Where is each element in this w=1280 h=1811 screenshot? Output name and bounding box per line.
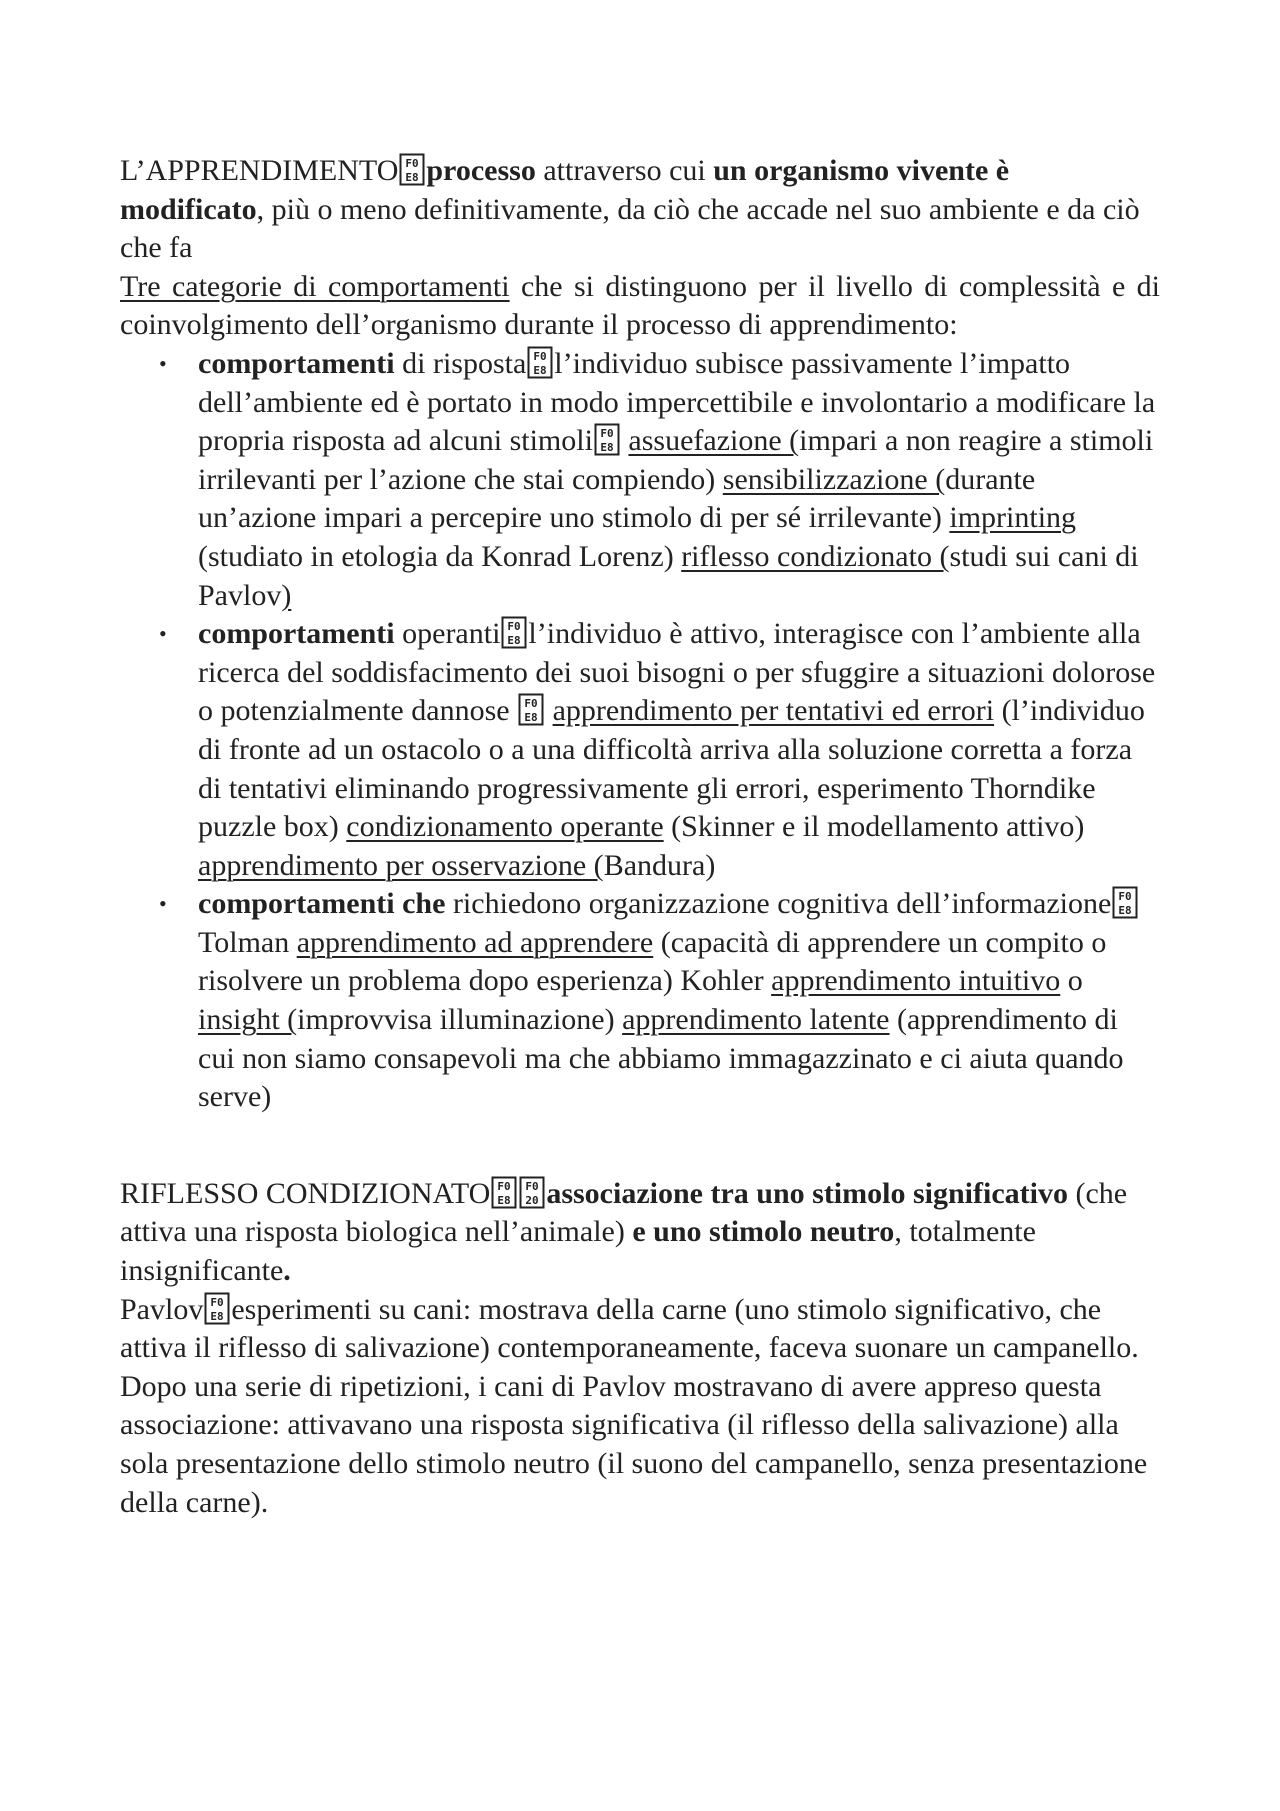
- document-page: [120, 152, 1160, 1522]
- svg-text:20: 20: [525, 1193, 539, 1207]
- svg-text:F0: F0: [507, 620, 522, 634]
- svg-text:E8: E8: [1118, 904, 1132, 918]
- heading-riflesso: RIFLESSO CONDIZIONATO: [120, 1176, 491, 1210]
- bullet-icon: •: [159, 621, 167, 647]
- svg-text:E8: E8: [507, 634, 522, 648]
- missing-character-box-icon: [491, 1176, 517, 1209]
- missing-character-box-icon: [1112, 886, 1138, 919]
- svg-text:E8: E8: [210, 1309, 224, 1323]
- missing-character-box-icon: [501, 616, 527, 649]
- svg-text:F0: F0: [210, 1295, 224, 1309]
- definition-paragraph: L’APPRENDIMENTO F0 E8 processo attraverso cui un organismo vivente è modificato, più o meno definitivamente, da ciò che accade nel suo ambiente e da ciò che fa: [120, 154, 1140, 265]
- missing-character-box-icon: [491, 1176, 517, 1209]
- list-item: • comportamenti operanti F0 E8 l’individuo è attivo, interagisce con l’ambiente alla ricerca del soddisfacimento dei suoi bisogni o per sfuggire a situazioni dolorose o potenzialmente dannose F0 E8 apprendimento per tentativi ed errori (l’individuo di fronte ad un ostacolo o a una difficoltà arriva alla soluzione corretta a forza di tentativi eliminando progressivamente gli errori, esperimento Thorndike puzzle box) condizionamento operante (Skinner e il modellamento attivo) apprendimento per osservazione (Bandura): [159, 617, 1156, 882]
- missing-character-box-icon: [518, 693, 544, 726]
- bullet-icon: •: [159, 350, 167, 376]
- svg-text:E8: E8: [524, 711, 538, 725]
- missing-character-box-icon: [594, 423, 620, 456]
- missing-character-box-icon: [519, 1176, 545, 1209]
- svg-text:F0: F0: [497, 1179, 511, 1193]
- riflesso-paragraph: RIFLESSO CONDIZIONATO F0 E8 F0 20 associazione tra uno stimolo significativo (che attiva una risposta biologica nell’animale) e uno stimolo neutro, totalmente insignificante.: [120, 1176, 1128, 1288]
- list-item: • comportamenti di risposta F0 E8 l’individuo subisce passivamente l’impatto dell’ambiente ed è portato in modo impercettibile e involontario a modificare la propria risposta ad alcuni stimoli F0 E8 assuefazione (impari a non reagire a stimoli irrilevanti per l’azione che stai compiendo) sensibilizzazione (durante un’azione impari a percepire uno stimolo di per sé irrilevante) imprinting (studiato in etologia da Konrad Lorenz) riflesso condizionato (studi sui cani di Pavlov): [159, 346, 1156, 612]
- missing-character-box-icon: [399, 153, 425, 186]
- missing-character-box-icon: [204, 1292, 230, 1325]
- svg-text:F0: F0: [1118, 890, 1132, 904]
- missing-character-box-icon: [204, 1292, 230, 1325]
- missing-character-box-icon: [519, 1176, 545, 1209]
- section-spacer: [120, 1117, 1160, 1175]
- svg-text:E8: E8: [533, 363, 547, 377]
- svg-text:E8: E8: [600, 441, 614, 455]
- svg-text:F0: F0: [524, 697, 538, 711]
- missing-character-box-icon: [518, 693, 544, 726]
- svg-text:F0: F0: [600, 427, 614, 441]
- svg-text:F0: F0: [533, 349, 547, 363]
- missing-character-box-icon: [399, 153, 425, 186]
- missing-character-box-icon: [527, 346, 553, 379]
- svg-text:E8: E8: [405, 171, 419, 184]
- svg-text:F0: F0: [405, 157, 419, 170]
- bullet-icon: •: [159, 891, 167, 917]
- missing-character-box-icon: [501, 616, 527, 649]
- missing-character-box-icon: [594, 423, 620, 456]
- heading-apprendimento: L’APPRENDIMENTO: [120, 154, 399, 187]
- missing-character-box-icon: [1112, 886, 1138, 919]
- missing-character-box-icon: [527, 346, 553, 379]
- list-item: • comportamenti che richiedono organizzazione cognitiva dell’informazione F0 E8 Tolman apprendimento ad apprendere (capacità di apprendere un compito o risolvere un problema dopo esperienza) Kohler apprendimento intuitivo o insight (improvvisa illuminazione) apprendimento latente (apprendimento di cui non siamo consapevoli ma che abbiamo immagazzinato e ci aiuta quando serve): [198, 885, 1160, 1117]
- pavlov-paragraph: Pavlov F0 E8 esperimenti su cani: mostrava della carne (uno stimolo significativo, che attiva il riflesso di salivazione) contemporaneamente, faceva suonare un campanello. Dopo una serie di ripetizioni, i cani di Pavlov mostravano di avere appreso questa associazione: attivavano una risposta significativa (il riflesso della salivazione) alla sola presentazione dello stimolo neutro (il suono del campanello, senza presentazione della carne).: [120, 1292, 1148, 1519]
- svg-text:E8: E8: [497, 1193, 511, 1207]
- svg-text:F0: F0: [525, 1179, 539, 1193]
- categories-paragraph: Tre categorie di comportamenti che si distinguono per il livello di complessità e di coinvolgimento dell’organismo durante il processo di apprendimento:: [120, 269, 1160, 342]
- behavior-list: [120, 345, 1160, 1117]
